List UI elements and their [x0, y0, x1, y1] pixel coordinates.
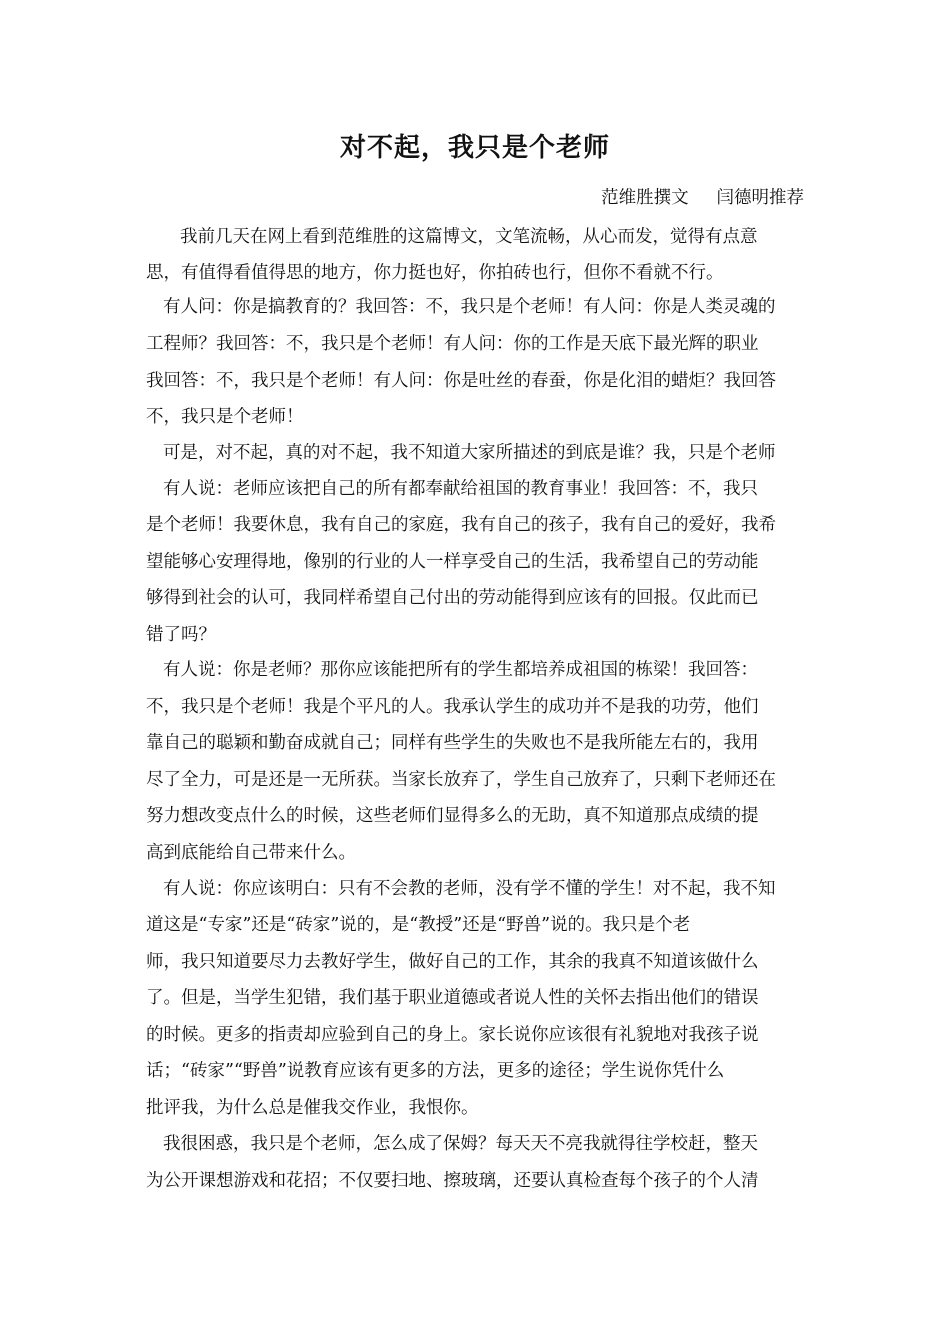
- byline: 范维胜撰文 闫德明推荐: [601, 188, 804, 208]
- paragraph-line: 我前几天在网上看到范维胜的这篇博文，文笔流畅，从心而发，觉得有点意: [180, 227, 758, 247]
- paragraph-line: 尽了全力，可是还是一无所获。当家长放弃了，学生自己放弃了，只剩下老师还在: [146, 770, 776, 790]
- paragraph-line: 道这是“专家”还是“砖家”说的，是“教授”还是“野兽”说的。我只是个老: [146, 915, 691, 935]
- paragraph-line: 望能够心安理得地，像别的行业的人一样享受自己的生活，我希望自己的劳动能: [146, 552, 759, 572]
- paragraph-line: 可是，对不起，真的对不起，我不知道大家所描述的到底是谁？我，只是个老师: [163, 443, 776, 463]
- paragraph-line: 师，我只知道要尽力去教好学生，做好自己的工作，其余的我真不知道该做什么: [146, 952, 759, 972]
- paragraph-line: 工程师？我回答：不，我只是个老师！有人问：你的工作是天底下最光辉的职业: [146, 334, 759, 354]
- document-title: 对不起，我只是个老师: [339, 133, 610, 163]
- paragraph-line: 有人说：你是老师？那你应该能把所有的学生都培养成祖国的栋梁！我回答：: [163, 660, 758, 680]
- paragraph-line: 为公开课想游戏和花招；不仅要扫地、擦玻璃，还要认真检查每个孩子的个人清: [146, 1171, 759, 1191]
- paragraph-line: 不，我只是个老师！: [146, 407, 304, 427]
- paragraph-line: 话；“砖家”“野兽”说教育应该有更多的方法，更多的途径；学生说你凭什么: [146, 1061, 725, 1081]
- paragraph-line: 有人说：你应该明白：只有不会教的老师，没有学不懂的学生！对不起，我不知: [163, 879, 776, 899]
- paragraph-line: 我很困惑，我只是个老师，怎么成了保姆？每天天不亮我就得往学校赶，整天: [163, 1134, 758, 1154]
- paragraph-line: 不，我只是个老师！我是个平凡的人。我承认学生的成功并不是我的功劳，他们: [146, 697, 759, 717]
- paragraph-line: 有人问：你是搞教育的？我回答：不，我只是个老师！有人问：你是人类灵魂的: [163, 297, 776, 317]
- paragraph-line: 靠自己的聪颖和勤奋成就自己；同样有些学生的失败也不是我所能左右的，我用: [146, 733, 759, 753]
- paragraph-line: 努力想改变点什么的时候，这些老师们显得多么的无助，真不知道那点成绩的提: [146, 806, 759, 826]
- paragraph-line: 的时候。更多的指责却应验到自己的身上。家长说你应该很有礼貌地对我孩子说: [146, 1025, 759, 1045]
- paragraph-line: 了。但是，当学生犯错，我们基于职业道德或者说人性的关怀去指出他们的错误: [146, 988, 759, 1008]
- paragraph-line: 高到底能给自己带来什么。: [146, 843, 356, 863]
- paragraph-line: 思，有值得看值得思的地方，你力挺也好，你拍砖也行，但你不看就不行。: [146, 263, 724, 283]
- paragraph-line: 有人说：老师应该把自己的所有都奉献给祖国的教育事业！我回答：不，我只: [163, 479, 758, 499]
- paragraph-line: 批评我，为什么总是催我交作业，我恨你。: [146, 1098, 479, 1118]
- paragraph-line: 够得到社会的认可，我同样希望自己付出的劳动能得到应该有的回报。仅此而已: [146, 588, 759, 608]
- paragraph-line: 是个老师！我要休息，我有自己的家庭，我有自己的孩子，我有自己的爱好，我希: [146, 515, 776, 535]
- paragraph-line: 我回答：不，我只是个老师！有人问：你是吐丝的春蚕，你是化泪的蜡炬？我回答: [146, 371, 776, 391]
- paragraph-line: 错了吗？: [146, 625, 216, 645]
